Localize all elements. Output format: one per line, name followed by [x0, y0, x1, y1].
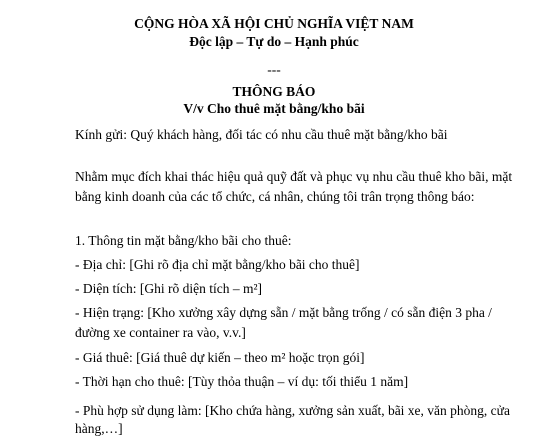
section-1-title: 1. Thông tin mặt bằng/kho bãi cho thuê:: [75, 233, 292, 248]
list-item-usage-cont: hàng,…]: [75, 421, 123, 436]
salutation: Kính gửi: Quý khách hàng, đối tác có nhu cầu thuê mặt bằng/kho bãi: [75, 127, 448, 142]
intro-line-2: bằng kinh doanh của các tổ chức, cá nhân, chúng tôi trân trọng thông báo:: [75, 189, 475, 204]
notice-title: THÔNG BÁO: [232, 84, 316, 99]
national-title: CỘNG HÒA XÃ HỘI CHỦ NGHĨA VIỆT NAM: [134, 16, 414, 31]
motto: Độc lập – Tự do – Hạnh phúc: [189, 34, 359, 49]
list-item-address: - Địa chỉ: [Ghi rõ địa chỉ mặt bằng/kho bãi cho thuê]: [75, 257, 360, 272]
list-item-price: - Giá thuê: [Giá thuê dự kiến – theo m² hoặc trọn gói]: [75, 350, 365, 365]
notice-subject: V/v Cho thuê mặt bằng/kho bãi: [183, 101, 365, 116]
intro-line-1: Nhằm mục đích khai thác hiệu quả quỹ đất và phục vụ nhu cầu thuê kho bãi, mặt: [75, 169, 513, 184]
header-separator: ---: [267, 62, 281, 77]
list-item-condition: - Hiện trạng: [Kho xưởng xây dựng sẵn / mặt bằng trống / có sẵn điện 3 pha /: [75, 305, 492, 320]
list-item-usage: - Phù hợp sử dụng làm: [Kho chứa hàng, xưởng sản xuất, bãi xe, văn phòng, cửa: [75, 403, 510, 418]
list-item-term: - Thời hạn cho thuê: [Tùy thỏa thuận – ví dụ: tối thiểu 1 năm]: [75, 374, 409, 389]
list-item-area: - Diện tích: [Ghi rõ diện tích – m²]: [75, 281, 263, 296]
list-item-condition-cont: đường xe container ra vào, v.v.]: [75, 325, 246, 340]
